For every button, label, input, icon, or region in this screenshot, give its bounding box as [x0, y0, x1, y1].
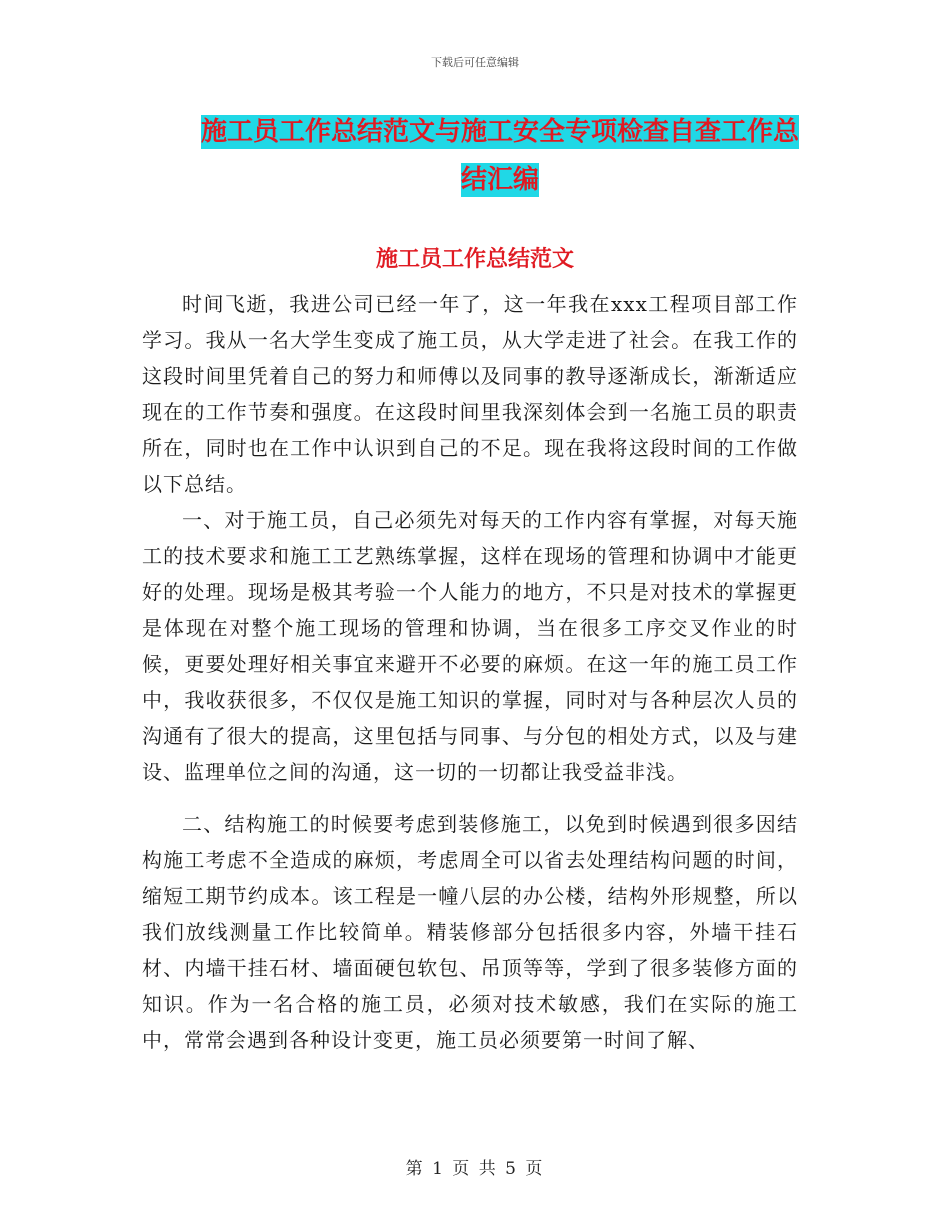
document-title — [150, 108, 850, 204]
page-number: 第 1 页 共 5 页 — [405, 1159, 545, 1179]
document-body — [142, 286, 798, 1058]
paragraph-point-one: 一、对于施工员，自己必须先对每天的工作内容有掌握，对每天施工的技术要求和施工工艺熟练掌握，这样在现场的管理和协调中才能更好的处理。现场是极其考验一个人能力的地方，不只是对技术的掌握更是体现在对整个施工现场的管理和协调，当在很多工序交叉作业的时候，更要处理好相关事宜来避开不必要的麻烦。在这一年的施工员工作中，我收获很多，不仅仅是施工知识的掌握，同时对与各种层次人员的沟通有了很大的提高，这里包括与同事、与分包的相处方式，以及与建设、监理单位之间的沟通，这一切的一切都让我受益非浅。 — [142, 508, 798, 784]
header-note: 下载后可任意编辑 — [431, 56, 519, 69]
document-title-line2: 结汇编 — [460, 165, 539, 195]
paragraph-intro: 时间飞逝，我进公司已经一年了，这一年我在xxx工程项目部工作学习。我从一名大学生变成了施工员，从大学走进了社会。在我工作的这段时间里凭着自己的努力和师傅以及同事的教导逐渐成长，渐渐适应现在的工作节奏和强度。在这段时间里我深刻体会到一名施工员的职责所在，同时也在工作中认识到自己的不足。现在我将这段时间的工作做以下总结。 — [142, 292, 798, 496]
document-title-line1: 施工员工作总结范文与施工安全专项检查自查工作总 — [200, 117, 799, 147]
paragraph-point-two: 二、结构施工的时候要考虑到装修施工，以免到时候遇到很多因结构施工考虑不全造成的麻烦，考虑周全可以省去处理结构问题的时间，缩短工期节约成本。该工程是一幢八层的办公楼，结构外形规整，所以我们放线测量工作比较简单。精装修部分包括很多内容，外墙干挂石材、内墙干挂石材、墙面硬包软包、吊顶等等，学到了很多装修方面的知识。作为一名合格的施工员，必须对技术敏感，我们在实际的施工中，常常会遇到各种设计变更，施工员必须要第一时间了解、 — [142, 812, 798, 1052]
section-title: 施工员工作总结范文 — [375, 247, 574, 272]
